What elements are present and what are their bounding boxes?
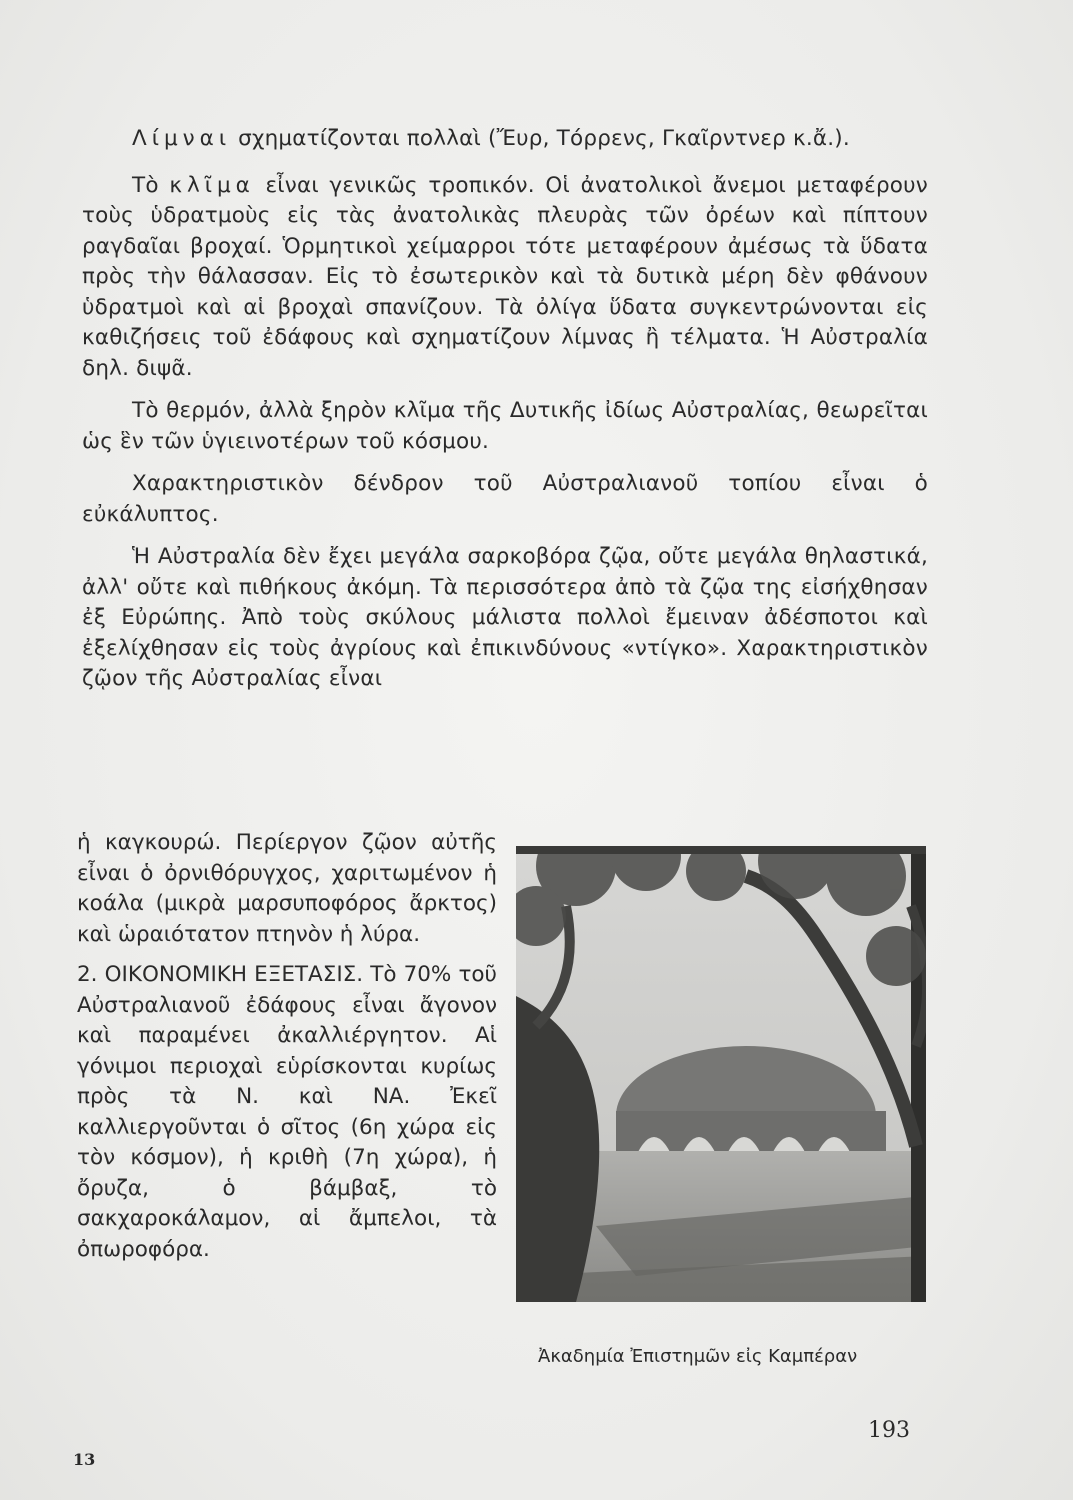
paragraph-fauna: Ἡ Αὐστραλία δὲν ἔχει μεγάλα σαρκοβόρα ζῷα, οὔτε μεγάλα θηλαστικά, ἀλλ' οὔτε καὶ πιθήκους ἀκόμη. Τὰ περισσότερα ἀπὸ τὰ ζῷα της εἰσήχθησαν ἐξ Εὐρώπης. Ἀπὸ τοὺς σκύλους μάλιστα πολλοὶ ἔμειναν ἀδέσποτοι καὶ ἐξελίχθησαν εἰς τοὺς ἀγρίους καὶ ἐπικινδύνους «ντίγκο». Χαρακτηριστικὸν ζῷον τῆς Αὐστραλίας εἶναι <box>82 544 928 691</box>
signature-mark: 13 <box>73 1450 96 1469</box>
main-text-block <box>82 124 928 695</box>
paragraph-climate-start: Τὸ <box>132 172 170 198</box>
left-column-text <box>77 828 497 1265</box>
emphasis-lakes: Λίμναι <box>132 126 232 151</box>
paragraph-fauna-continued: ἡ καγκουρώ. Περίεργον ζῷον αὐτῆς εἶναι ὁ ὀρνιθόρυγχος, χαριτωμένον ἡ κοάλα (μικρὰ μαρσυποφόρος ἄρκτος) καὶ ὡραιότατον πτηνὸν ἡ λύρα. <box>77 830 497 947</box>
paragraph-lakes <box>82 124 928 155</box>
page-number: 193 <box>868 1418 910 1443</box>
emphasis-climate: κλῖμα <box>169 172 255 198</box>
paragraph-climate-text: εἶναι γενικῶς τροπικόν. Οἱ ἀνατολικοὶ ἄνεμοι μεταφέρουν τοὺς ὑδρατμοὺς εἰς τὰς ἀνατολικὰς πλευρὰς τῶν ὀρέων καὶ πίπτουν ραγδαῖαι βροχαί. Ὁρμητικοὶ χείμαρροι τότε μεταφέρουν ἀμέσως τὰ ὕδατα πρὸς τὴν θάλασσαν. Εἰς τὸ ἐσωτερικὸν καὶ τὰ δυτικὰ μέρη δὲν φθάνουν ὑδρατμοὶ καὶ αἱ βροχαὶ σπανίζουν. Τὰ ὀλίγα ὕδατα συγκεντρώνονται εἰς καθιζήσεις τοῦ ἐδάφους καὶ σχηματίζουν λίμνας ἢ τέλματα. Ἡ Αὐστραλία δηλ. διψᾶ. <box>82 172 928 381</box>
paragraph-west-climate: Τὸ θερμόν, ἀλλὰ ξηρὸν κλῖμα τῆς Δυτικῆς ἰδίως Αὐστραλίας, θεωρεῖται ὡς ἓν τῶν ὑγιεινοτέρων τοῦ κόσμου. <box>82 398 928 454</box>
photo-academy-canberra <box>516 846 926 1302</box>
paragraph-eucalyptus: Χαρακτηριστικὸν δένδρον τοῦ Αὐστραλιανοῦ τοπίου εἶναι ὁ εὐκάλυπτος. <box>82 471 928 527</box>
paragraph-climate <box>82 171 928 385</box>
photo-caption: Ἀκαδημία Ἐπιστημῶν εἰς Καμπέραν <box>538 1346 858 1367</box>
paragraph-lakes-text: σχηματίζονται πολλαὶ (Ἔυρ, Τόρρενς, Γκαῖρντνερ κ.ἄ.). <box>231 126 850 151</box>
paragraph-economy: 2. ΟΙΚΟΝΟΜΙΚΗ ΕΞΕΤΑΣΙΣ. Τὸ 70% τοῦ Αὐστραλιανοῦ ἐδάφους εἶναι ἄγονον καὶ παραμένει ἀκαλλιέργητον. Αἱ γόνιμοι περιοχαὶ εὑρίσκονται κυρίως πρὸς τὰ Ν. καὶ ΝΑ. Ἐκεῖ καλλιεργοῦνται ὁ σῖτος (6η χώρα εἰς τὸν κόσμον), ἡ κριθὴ (7η χώρα), ἡ ὄρυζα, ὁ βάμβαξ, τὸ σακχαροκάλαμον, αἱ ἄμπελοι, τὰ ὀπωροφόρα. <box>77 962 497 1262</box>
